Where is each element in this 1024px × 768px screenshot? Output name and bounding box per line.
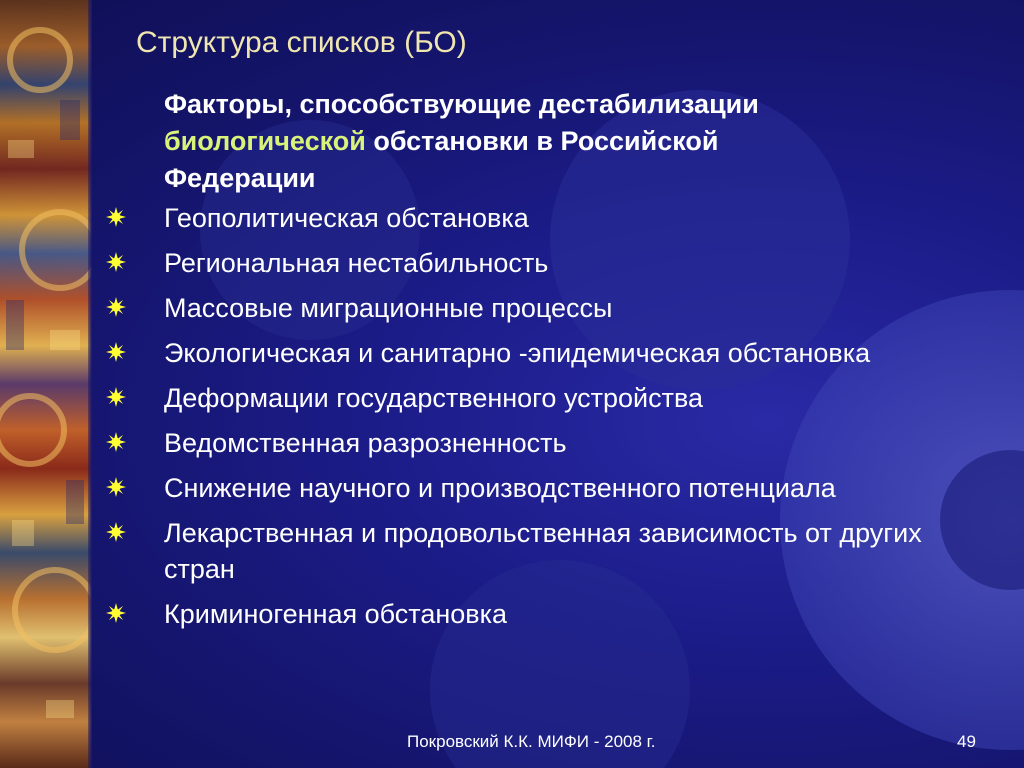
list-item-label: Экологическая и санитарно -эпидемическая обстановка bbox=[164, 338, 871, 368]
footer-author: Покровский К.К. МИФИ - 2008 г. bbox=[407, 732, 656, 751]
list-item bbox=[104, 470, 994, 506]
list-item-label: Снижение научного и производственного потенциала bbox=[164, 473, 836, 503]
slide-footer bbox=[0, 732, 1024, 756]
sunburst-bullet-icon bbox=[106, 297, 126, 317]
factor-list bbox=[104, 200, 994, 641]
list-item-label: Ведомственная разрозненность bbox=[164, 428, 567, 458]
list-item-label: Массовые миграционные процессы bbox=[164, 293, 613, 323]
list-item-label: Деформации государственного устройства bbox=[164, 383, 704, 413]
heading-line-3: Федерации bbox=[164, 163, 316, 193]
sunburst-bullet-icon bbox=[106, 432, 126, 452]
decorative-collage-strip bbox=[0, 0, 92, 768]
list-heading bbox=[150, 86, 950, 197]
sunburst-bullet-icon bbox=[106, 522, 126, 542]
page-number: 49 bbox=[957, 732, 976, 751]
sunburst-bullet-icon bbox=[106, 387, 126, 407]
sunburst-bullet-icon bbox=[106, 342, 126, 362]
list-item bbox=[104, 596, 994, 632]
sunburst-bullet-icon bbox=[106, 603, 126, 623]
sunburst-bullet-icon bbox=[106, 207, 126, 227]
sunburst-bullet-icon bbox=[106, 252, 126, 272]
list-item-label: Лекарственная и продовольственная зависимость от других стран bbox=[164, 518, 922, 584]
list-item bbox=[104, 335, 994, 371]
list-item bbox=[104, 245, 994, 281]
heading-highlight: биологической bbox=[164, 126, 366, 156]
heading-line-2-rest: обстановки в Российской bbox=[365, 126, 719, 156]
list-item bbox=[104, 200, 994, 236]
slide-title: Структура списков (БО) bbox=[136, 26, 467, 59]
collage-gears-icon bbox=[0, 0, 92, 768]
heading-line-2 bbox=[150, 123, 950, 160]
list-item-label: Региональная нестабильность bbox=[164, 248, 549, 278]
list-item-label: Геополитическая обстановка bbox=[164, 203, 529, 233]
list-item-label: Криминогенная обстановка bbox=[164, 599, 508, 629]
list-item bbox=[104, 380, 994, 416]
list-item bbox=[104, 290, 994, 326]
sunburst-bullet-icon bbox=[106, 477, 126, 497]
heading-line-1: Факторы, способствующие дестабилизации bbox=[164, 89, 759, 119]
list-item bbox=[104, 515, 994, 587]
list-item bbox=[104, 425, 994, 461]
